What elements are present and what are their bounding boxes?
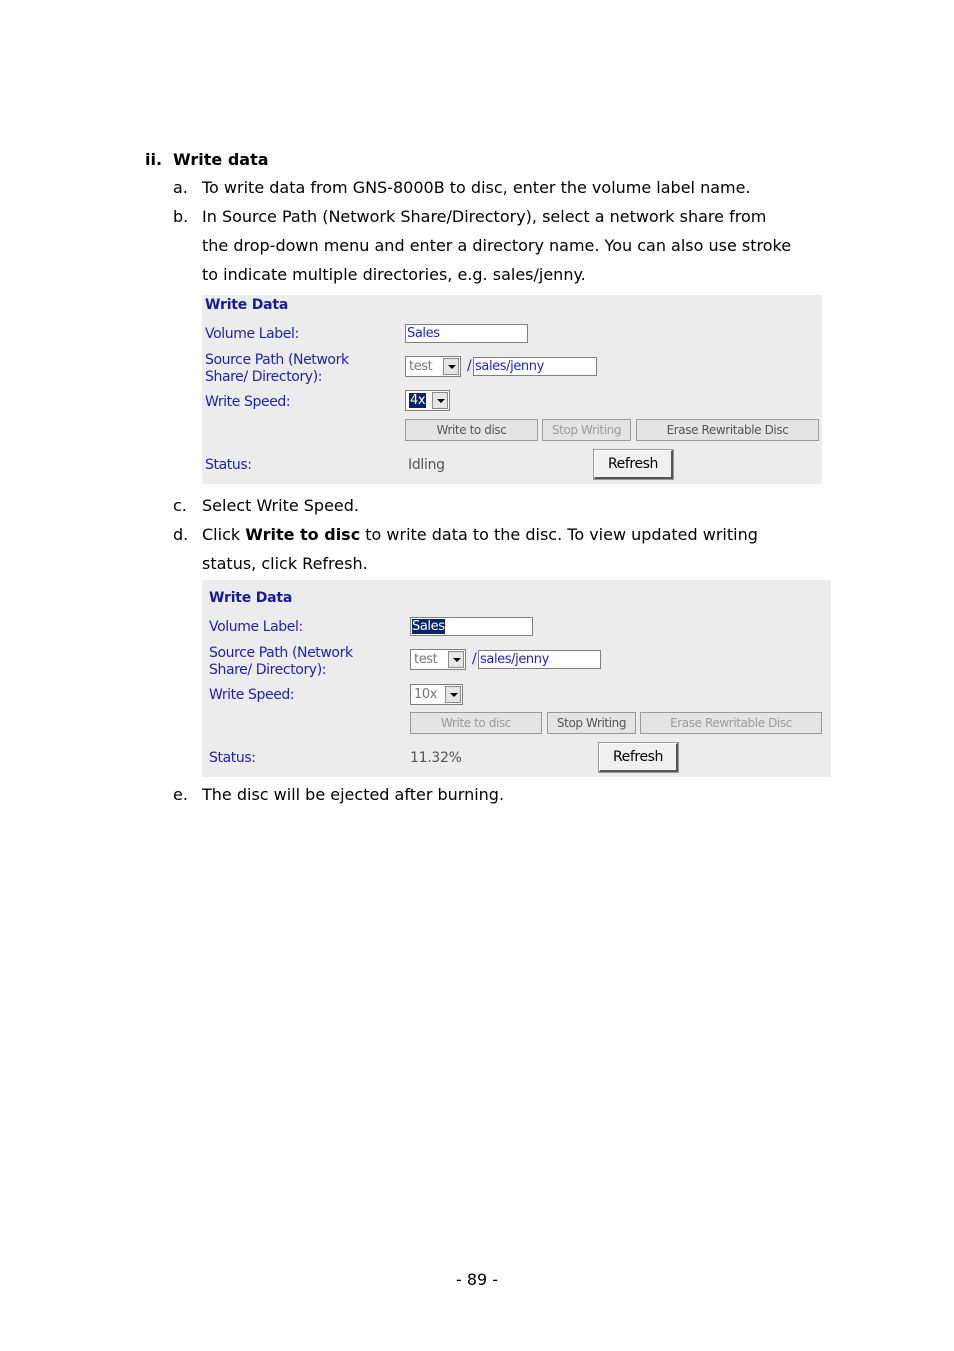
- step-text: To write data from GNS-8000B to disc, enter the volume label name.: [202, 178, 751, 197]
- share-value: test: [414, 652, 438, 667]
- step-marker: c.: [173, 496, 187, 515]
- status-value: 11.32%: [410, 750, 462, 766]
- step-b-line3: to indicate multiple directories, e.g. sales/jenny.: [202, 265, 586, 284]
- volume-label-label: Volume Label:: [205, 326, 299, 342]
- write-speed-label: Write Speed:: [205, 394, 291, 410]
- volume-label-input[interactable]: Sales: [405, 324, 528, 343]
- speed-value: 4x: [410, 393, 426, 408]
- network-share-select[interactable]: [405, 356, 461, 377]
- source-path-label-line1: Source Path (Network: [209, 645, 353, 661]
- step-d: [173, 520, 758, 549]
- speed-value: 10x: [414, 687, 438, 702]
- chevron-down-icon[interactable]: [443, 358, 459, 375]
- panel-title: Write Data: [209, 590, 293, 606]
- step-text-post: to write data to the disc. To view updated writing: [360, 525, 758, 544]
- directory-input[interactable]: sales/jenny: [478, 650, 601, 669]
- step-text-pre: Click: [202, 525, 246, 544]
- volume-label-label: Volume Label:: [209, 619, 303, 635]
- step-a: [173, 173, 751, 202]
- volume-label-input[interactable]: [410, 617, 533, 636]
- step-marker: e.: [173, 785, 188, 804]
- page-number: - 89 -: [455, 1270, 499, 1289]
- volume-value: Sales: [412, 619, 445, 634]
- write-speed-select[interactable]: [410, 684, 463, 705]
- chevron-down-icon[interactable]: [448, 651, 464, 668]
- erase-rewritable-disc-button[interactable]: Erase Rewritable Disc: [636, 419, 819, 441]
- section-heading: [145, 145, 269, 174]
- path-separator: /: [472, 651, 477, 667]
- step-b: [173, 202, 766, 231]
- status-label: Status:: [205, 457, 252, 473]
- chevron-down-icon[interactable]: [432, 392, 448, 409]
- step-c: [173, 491, 359, 520]
- write-speed-select[interactable]: [405, 390, 450, 411]
- erase-rewritable-disc-button[interactable]: Erase Rewritable Disc: [640, 712, 822, 734]
- refresh-button[interactable]: Refresh: [599, 743, 678, 772]
- step-marker: a.: [173, 178, 188, 197]
- source-path-label-line2: Share/ Directory):: [209, 662, 327, 678]
- step-text: In Source Path (Network Share/Directory), select a network share from: [202, 207, 767, 226]
- refresh-button[interactable]: Refresh: [594, 450, 673, 479]
- step-text-bold: Write to disc: [245, 525, 361, 544]
- step-b-line2: the drop-down menu and enter a directory name. You can also use stroke: [202, 236, 792, 255]
- panel-title: Write Data: [205, 297, 289, 313]
- status-label: Status:: [209, 750, 256, 766]
- step-marker: b.: [173, 207, 189, 226]
- stop-writing-button[interactable]: Stop Writing: [542, 419, 631, 441]
- path-separator: /: [467, 358, 472, 374]
- chevron-down-icon[interactable]: [445, 686, 461, 703]
- stop-writing-button[interactable]: Stop Writing: [547, 712, 636, 734]
- source-path-label-line2: Share/ Directory):: [205, 369, 323, 385]
- directory-input[interactable]: sales/jenny: [473, 357, 597, 376]
- section-title: Write data: [173, 150, 269, 169]
- step-marker: d.: [173, 525, 189, 544]
- step-text: Select Write Speed.: [202, 496, 360, 515]
- network-share-select[interactable]: [410, 649, 466, 670]
- write-to-disc-button[interactable]: Write to disc: [405, 419, 538, 441]
- write-data-panel-idle: [202, 295, 822, 484]
- share-value: test: [409, 359, 433, 374]
- source-path-label-line1: Source Path (Network: [205, 352, 349, 368]
- write-speed-label: Write Speed:: [209, 687, 295, 703]
- step-e: [173, 780, 504, 809]
- step-d-line2: status, click Refresh.: [202, 554, 368, 573]
- write-to-disc-button[interactable]: Write to disc: [410, 712, 542, 734]
- section-number: ii.: [145, 150, 163, 169]
- write-data-panel-writing: [202, 580, 831, 777]
- status-value: Idling: [408, 457, 445, 473]
- step-text: The disc will be ejected after burning.: [202, 785, 505, 804]
